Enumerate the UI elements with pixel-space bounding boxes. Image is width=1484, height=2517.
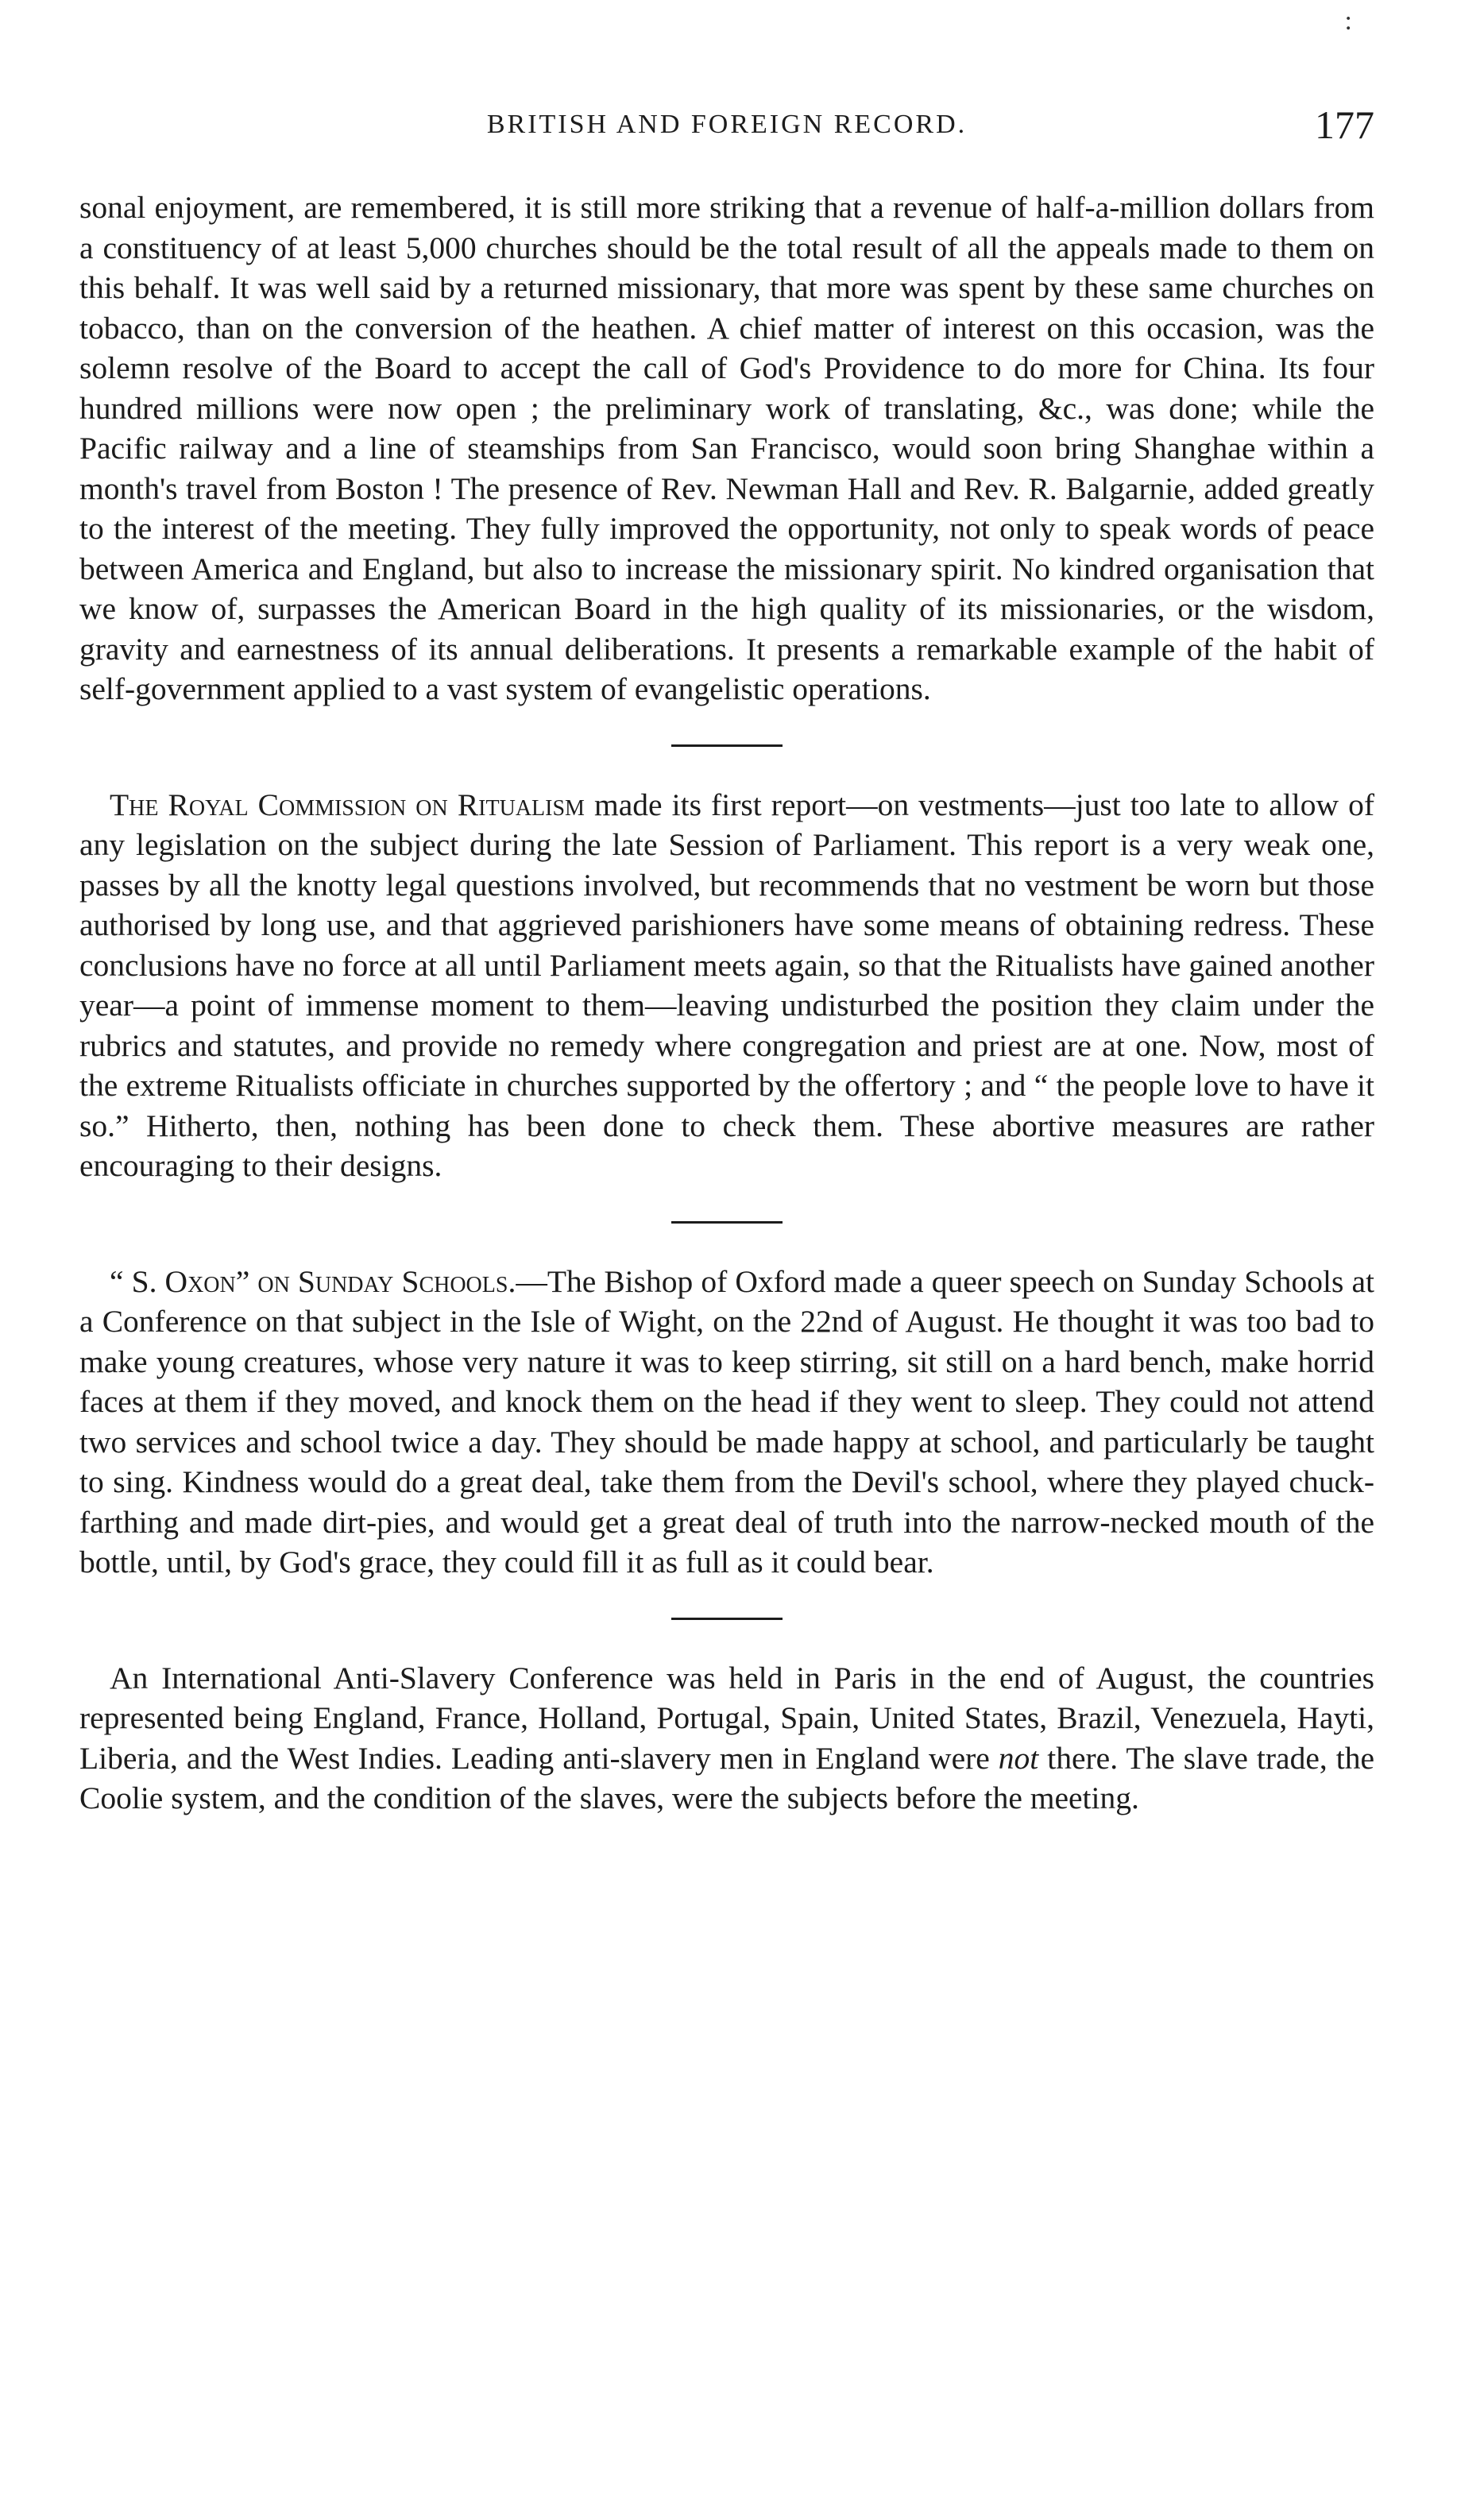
page-number: 177 [1315,102,1374,147]
paragraph-anti-slavery-text-after: there. The slave trade, the Coolie system, and the condition of the slaves, were the subjects before the meeting. [79,1740,1374,1815]
margin-mark: : [1344,6,1352,36]
section-divider [671,1221,783,1224]
journal-page [79,0,1374,2517]
paragraph-anti-slavery-text-before: An International Anti-Slavery Conference was held in Paris in the end of August, the countries represented being England, France, Holland, Portugal, Spain, United States, Brazil, Venezuela, Hayti, Liberia, and the West Indies. Leading anti-slavery men in England were [79,1660,1374,1776]
page-header [79,102,1374,157]
section-heading-ritualism: The Royal Commission on Ritualism [110,787,585,822]
section-divider [671,744,783,747]
section-heading-oxon: “ S. Oxon” on Sunday Schools. [110,1263,516,1299]
article-body [79,188,1374,1819]
paragraph-oxon-text: —The Bishop of Oxford made a queer speech on Sunday Schools at a Conference on that subject in the Isle of Wight, on the 22nd of August. He thought it was too bad to make young creatures, whose very nature it was to keep stirring, sit still on a hard bench, make horrid faces at them if they moved, and knock them on the head if they went to sleep. They could not attend two services and school twice a day. They should be made happy at school, and particularly be taught to sing. Kindness would do a great deal, take them from the Devil's school, where they played chuck-farthing and made dirt-pies, and would get a great deal of truth into the narrow-necked mouth of the bottle, until, by God's grace, they could fill it as full as it could bear. [79,1263,1374,1579]
emphasis-not: not [998,1740,1039,1776]
paragraph-oxon [79,1262,1374,1583]
paragraph-anti-slavery [79,1658,1374,1819]
running-head: BRITISH AND FOREIGN RECORD. [486,110,968,139]
paragraph-american-board: sonal enjoyment, are remembered, it is still more striking that a revenue of half-a-million dollars from a constituency of at least 5,000 churches should be the total result of all the appeals made to them on this behalf. It was well said by a returned missionary, that more was spent by these same churches on tobacco, than on the conversion of the heathen. A chief matter of interest on this occasion, was the solemn resolve of the Board to accept the call of God's Providence to do more for China. Its four hundred millions were now open ; the preliminary work of translating, &c., was done; while the Pacific railway and a line of steamships from San Francisco, would soon bring Shanghae within a month's travel from Boston ! The presence of Rev. Newman Hall and Rev. R. Balgarnie, added greatly to the interest of the meeting. They fully improved the opportunity, not only to speak words of peace between America and England, but also to increase the missionary spirit. No kindred organisation that we know of, surpasses the American Board in the high quality of its missionaries, or the wisdom, gravity and earnestness of its annual deliberations. It presents a remarkable example of the habit of self-government applied to a vast system of evangelistic operations. [79,190,1374,706]
paragraph-ritualism [79,785,1374,1186]
paragraph-ritualism-text: made its first report—on vestments—just too late to allow of any legislation on the subject during the late Session of Parliament. This report is a very weak one, passes by all the knotty legal questions involved, but recommends that no vestment be worn but those authorised by long use, and that aggrieved parishioners have some means of obtaining redress. These conclusions have no force at all until Parliament meets again, so that the Ritualists have gained another year—a point of immense moment to them—leaving undisturbed the position they claim under the rubrics and statutes, and provide no remedy where congregation and priest are at one. Now, most of the extreme Ritualists officiate in churches supported by the offertory ; and “ the people love to have it so.” Hitherto, then, nothing has been done to check them. These abortive measures are rather encouraging to their designs. [79,787,1375,1183]
section-divider [671,1618,783,1620]
